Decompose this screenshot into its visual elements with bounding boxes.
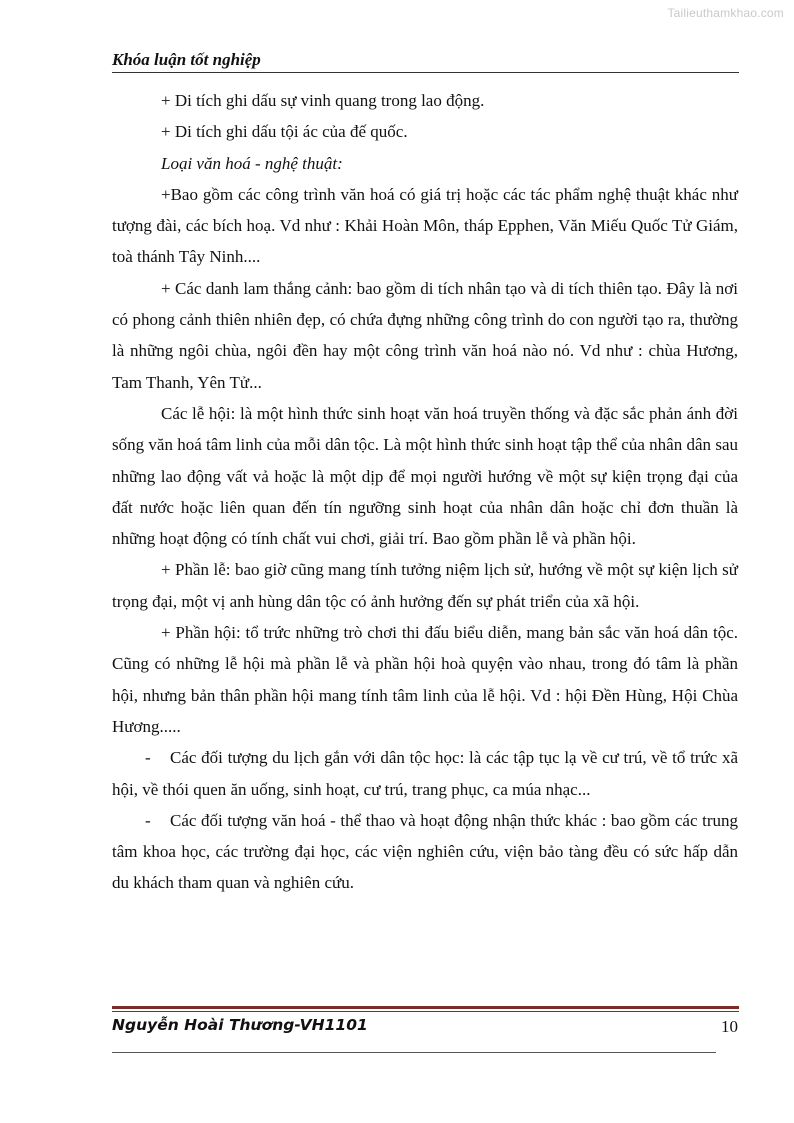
dash-marker: - <box>145 748 151 768</box>
header-title: Khóa luận tốt nghiệp <box>112 50 261 69</box>
section-heading: Loại văn hoá - nghệ thuật: <box>161 153 343 173</box>
paragraph: +Bao gồm các công trình văn hoá có giá trị hoặc các tác phẩm nghệ thuật khác như tượng đài, các bích hoạ. Vd như : Khải Hoàn Môn, tháp Epphen, Văn Miếu Quốc Tử Giám, toà thánh Tây Ninh.... <box>112 184 738 267</box>
header-divider <box>112 72 739 73</box>
page-number: 10 <box>721 1017 738 1036</box>
list-item-text: Các đối tượng văn hoá - thể thao và hoạt động nhận thức khác : bao gồm các trung tâm khoa học, các trường đại học, các viện nghiên cứu, viện bảo tàng đều có sức hấp dẫn du khách tham quan và nghiên cứu. <box>112 810 738 893</box>
footer-divider-thin <box>112 1011 739 1012</box>
document-body <box>112 85 738 899</box>
paragraph: Các lễ hội: là một hình thức sinh hoạt văn hoá truyền thống và đặc sắc phản ánh đời sống văn hoá tâm linh của mỗi dân tộc. Là một hình thức sinh hoạt tập thể của nhân dân sau những lao động vất vả hoặc là một dịp để mọi người hướng về một sự kiện trọng đại của đất nước hoặc liên quan đến tín ngưỡng sinh hoạt của nhân dân hoặc chỉ đơn thuần là những hoạt động có tính chất vui chơi, giải trí. Bao gồm phần lễ và phần hội. <box>112 403 738 549</box>
list-item-text: Các đối tượng du lịch gắn với dân tộc học: là các tập tục lạ về cư trú, về tổ trức xã hội, về thói quen ăn uống, sinh hoạt, cư trú, trang phục, ca múa nhạc... <box>112 748 738 799</box>
paragraph: + Di tích ghi dấu tội ác của đế quốc. <box>161 122 408 142</box>
footer-divider-bottom <box>112 1052 716 1053</box>
paragraph: + Di tích ghi dấu sự vinh quang trong lao động. <box>161 91 485 110</box>
footer-author: Nguyễn Hoài Thương-VH1101 <box>112 1016 368 1034</box>
dash-list-item <box>112 805 738 899</box>
paragraph: + Phần hội: tổ trức những trò chơi thi đấu biểu diễn, mang bản sắc văn hoá dân tộc. Cũng có những lễ hội mà phần lễ và phần hội hoà quyện vào nhau, trong đó tâm là phần hội, nhưng bản thân phần hội mang tính tâm linh của lễ hội. Vd : hội Đền Hùng, Hội Chùa Hương..... <box>112 623 738 736</box>
dash-marker: - <box>145 810 151 830</box>
watermark: Tailieuthamkhao.com <box>667 6 784 20</box>
dash-list-item <box>112 742 738 805</box>
paragraph: + Phần lễ: bao giờ cũng mang tính tưởng niệm lịch sử, hướng về một sự kiện lịch sử trọng đại, một vị anh hùng dân tộc có ảnh hưởng đến sự phát triển của xã hội. <box>112 560 738 611</box>
paragraph: + Các danh lam thắng cảnh: bao gồm di tích nhân tạo và di tích thiên tạo. Đây là nơi có phong cảnh thiên nhiên đẹp, có chứa đựng những công trình do con người tạo ra, thường là những ngôi chùa, ngôi đền hay một công trình văn hoá nào nó. Vd như : chùa Hương, Tam Thanh, Yên Tử... <box>112 278 738 392</box>
footer-divider-thick <box>112 1006 739 1009</box>
